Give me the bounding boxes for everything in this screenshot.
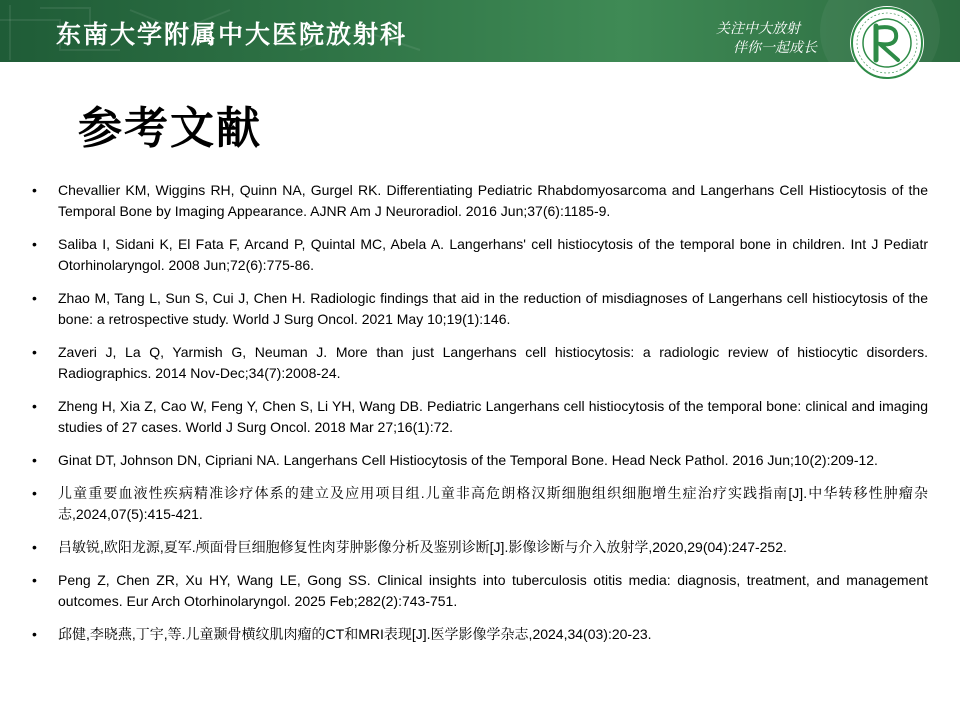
hospital-title: 东南大学附属中大医院放射科 bbox=[56, 20, 408, 49]
bullet-icon: • bbox=[32, 626, 37, 642]
reference-item bbox=[28, 624, 928, 645]
reference-text: Zheng H, Xia Z, Cao W, Feng Y, Chen S, Li YH, Wang DB. Pediatric Langerhans cell histiocytosis of the temporal bone: clinical and imaging studies of 27 cases. World J Surg Oncol. 2018 Mar 27;16(1):72. bbox=[58, 398, 928, 435]
header-banner bbox=[0, 0, 960, 62]
bullet-icon: • bbox=[32, 398, 37, 414]
reference-text: 吕敏锐,欧阳龙源,夏军.颅面骨巨细胞修复性肉芽肿影像分析及鉴别诊断[J].影像诊断与介入放射学,2020,29(04):247-252. bbox=[58, 539, 787, 555]
bullet-icon: • bbox=[32, 572, 37, 588]
reference-list bbox=[28, 180, 928, 657]
reference-item bbox=[28, 537, 928, 558]
reference-item bbox=[28, 342, 928, 384]
reference-text: Peng Z, Chen ZR, Xu HY, Wang LE, Gong SS. Clinical insights into tuberculosis otitis media: diagnosis, treatment, and management outcomes. Eur Arch Otorhinolaryngol. 2025 Feb;282(2):743-751. bbox=[58, 572, 928, 609]
reference-text: Saliba I, Sidani K, El Fata F, Arcand P, Quintal MC, Abela A. Langerhans' cell histiocytosis of the temporal bone in children. Int J Pediatr Otorhinolaryngol. 2008 Jun;72(6):775-86. bbox=[58, 236, 928, 273]
bullet-icon: • bbox=[32, 290, 37, 306]
reference-item bbox=[28, 570, 928, 612]
reference-text: 邱健,李晓燕,丁宇,等.儿童颞骨横纹肌肉瘤的CT和MRI表现[J].医学影像学杂志,2024,34(03):20-23. bbox=[58, 626, 652, 642]
reference-text: Zhao M, Tang L, Sun S, Cui J, Chen H. Radiologic findings that aid in the reduction of misdiagnoses of Langerhans cell histiocytosis of the bone: a retrospective study. World J Surg Oncol. 2021 May 10;19(1):146. bbox=[58, 290, 928, 327]
page-title: 参考文献 bbox=[78, 103, 262, 154]
reference-item bbox=[28, 234, 928, 276]
reference-text: Ginat DT, Johnson DN, Cipriani NA. Langerhans Cell Histiocytosis of the Temporal Bone. Head Neck Pathol. 2016 Jun;10(2):209-12. bbox=[58, 452, 878, 468]
hospital-logo-icon bbox=[848, 4, 926, 82]
bullet-icon: • bbox=[32, 485, 37, 501]
reference-item bbox=[28, 483, 928, 525]
bullet-icon: • bbox=[32, 539, 37, 555]
reference-text: 儿童重要血液性疾病精准诊疗体系的建立及应用项目组.儿童非高危朗格汉斯细胞组织细胞增生症治疗实践指南[J].中华转移性肿瘤杂志,2024,07(5):415-421. bbox=[58, 485, 928, 522]
reference-item bbox=[28, 450, 928, 471]
reference-text: Zaveri J, La Q, Yarmish G, Neuman J. More than just Langerhans cell histiocytosis: a radiologic review of histiocytic disorders. Radiographics. 2014 Nov-Dec;34(7):2008-24. bbox=[58, 344, 928, 381]
reference-item bbox=[28, 396, 928, 438]
bullet-icon: • bbox=[32, 344, 37, 360]
reference-item bbox=[28, 180, 928, 222]
reference-text: Chevallier KM, Wiggins RH, Quinn NA, Gurgel RK. Differentiating Pediatric Rhabdomyosarcoma and Langerhans Cell Histiocytosis of the Temporal Bone by Imaging Appearance. AJNR Am J Neuroradiol. 2016 Jun;37(6):1185-9. bbox=[58, 182, 928, 219]
bullet-icon: • bbox=[32, 236, 37, 252]
bullet-icon: • bbox=[32, 182, 37, 198]
reference-item bbox=[28, 288, 928, 330]
slogan-line-1: 关注中大放射 bbox=[716, 21, 800, 37]
slogan-line-2: 伴你一起成长 bbox=[733, 40, 817, 56]
bullet-icon: • bbox=[32, 452, 37, 468]
